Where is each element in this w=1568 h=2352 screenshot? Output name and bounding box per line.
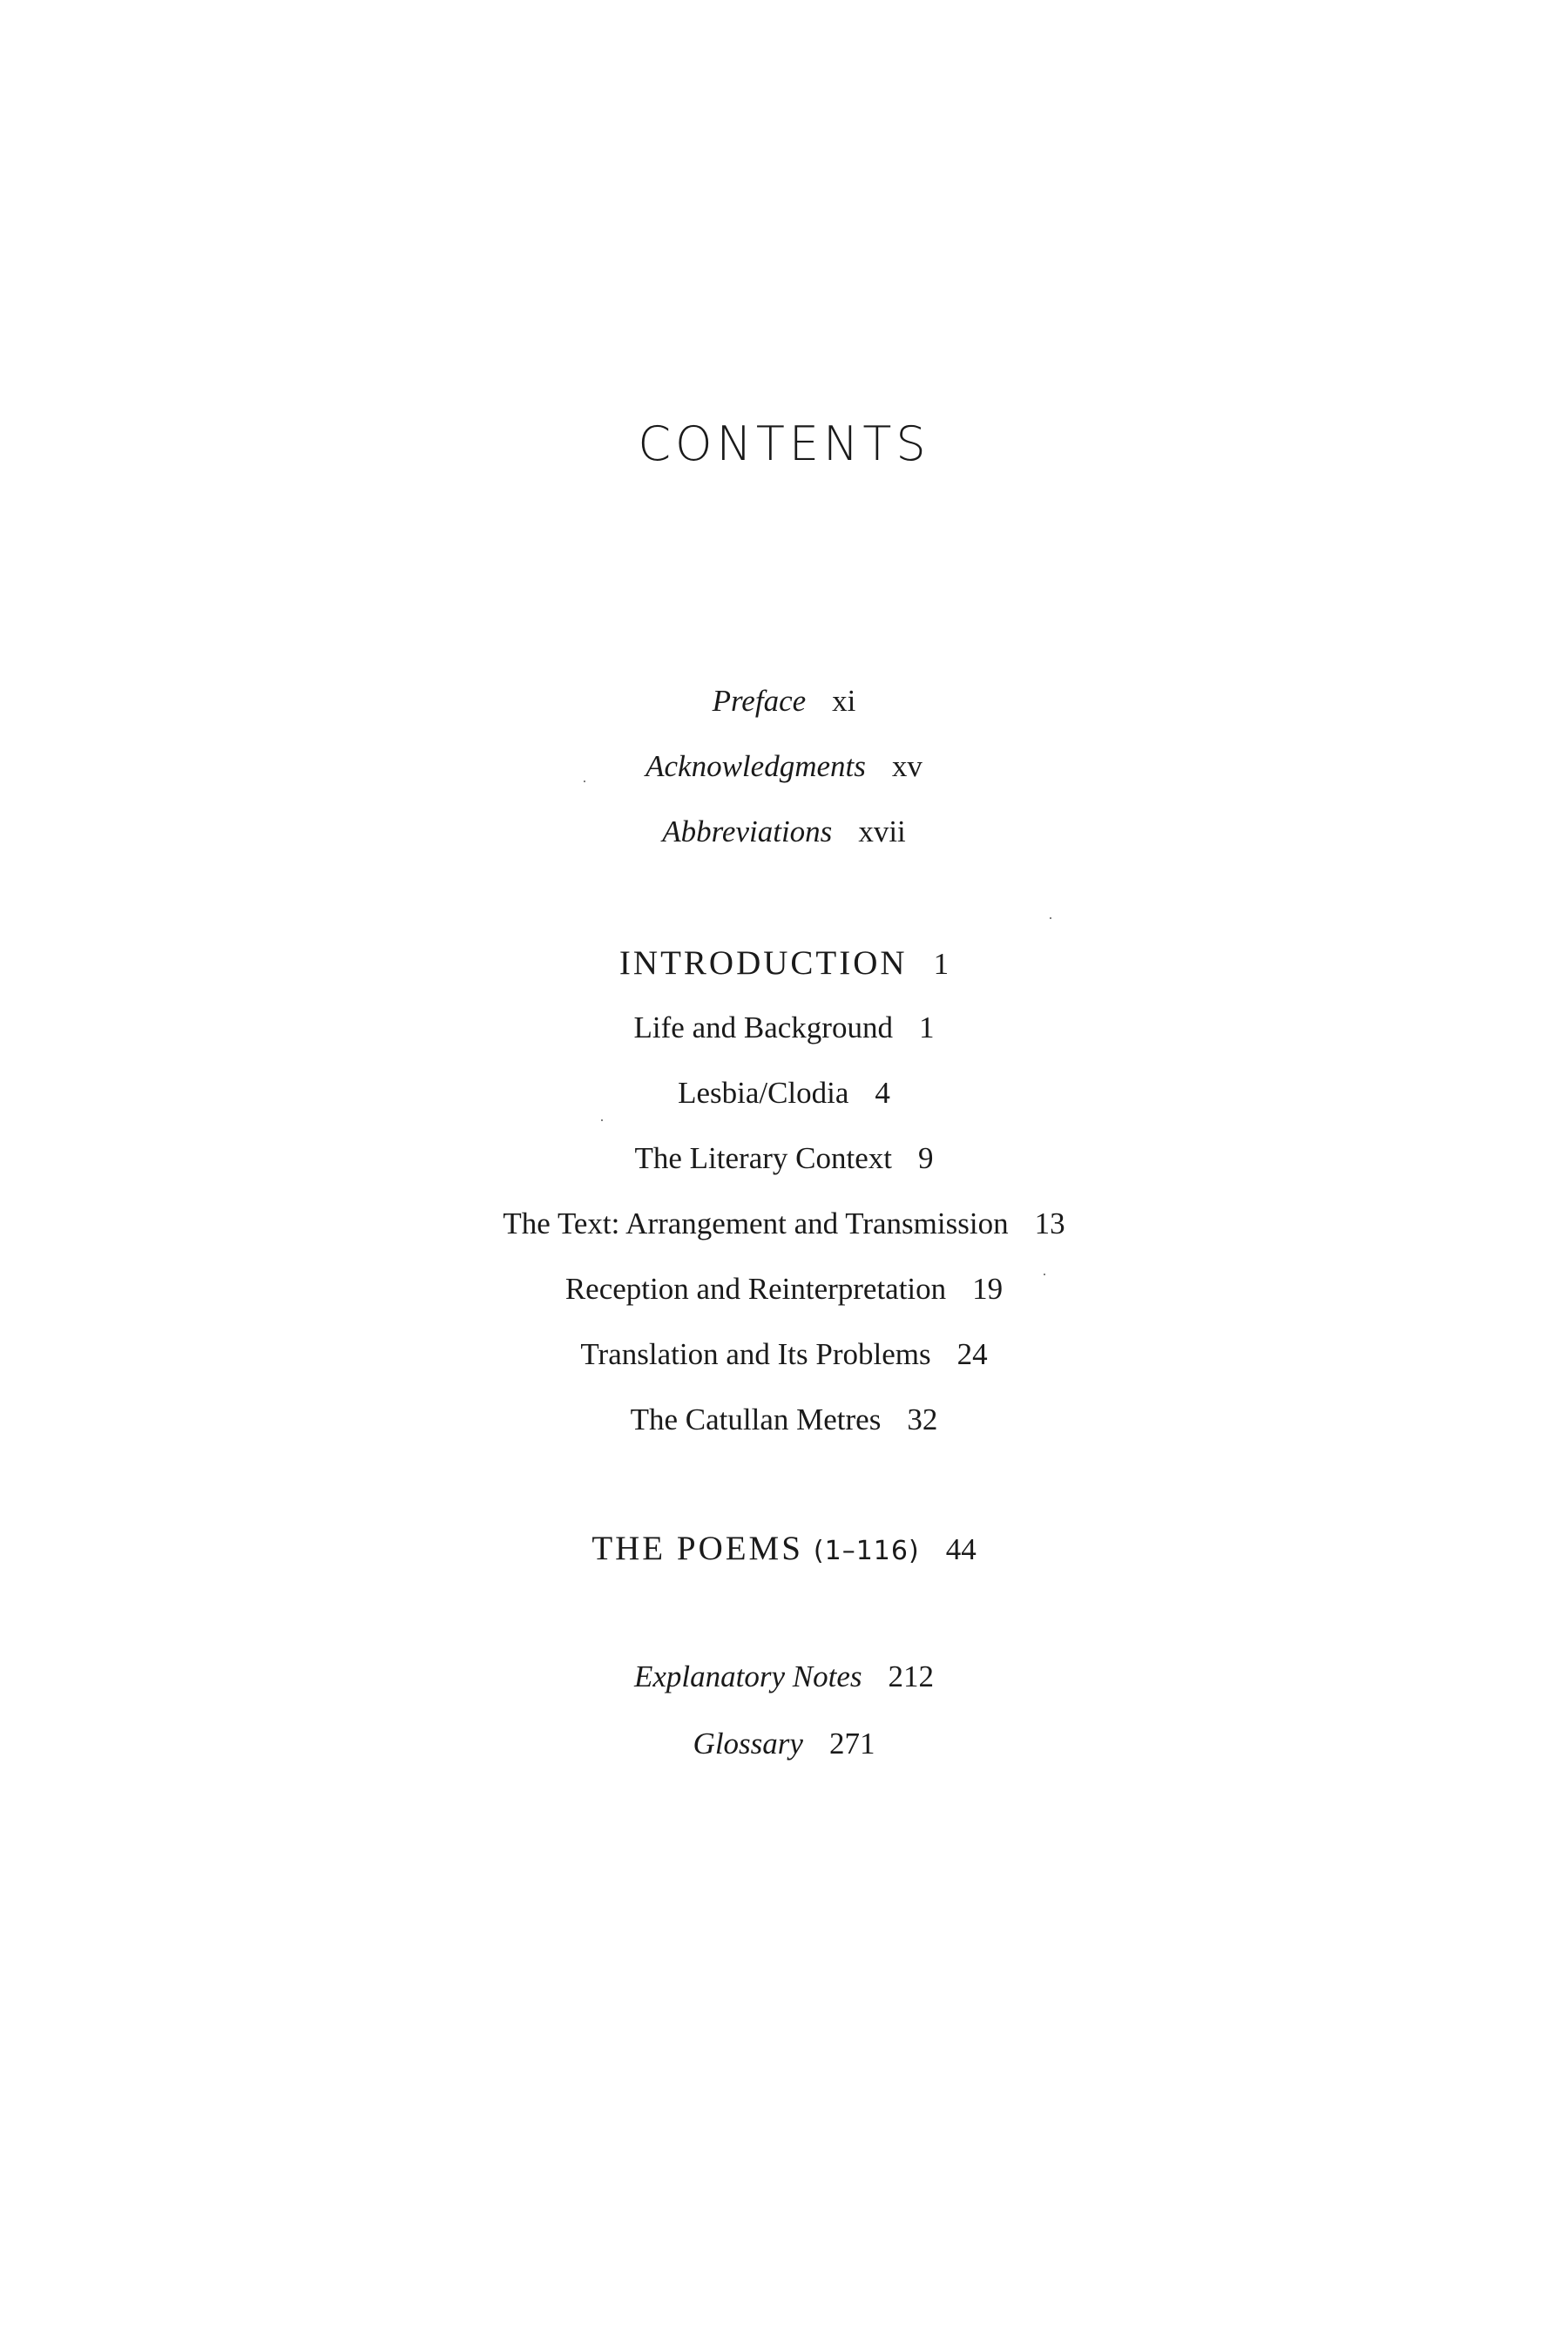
toc-entry-page: 24 (956, 1337, 988, 1371)
scan-speck (584, 781, 585, 782)
scan-speck (1050, 917, 1051, 919)
toc-entry-label: Preface (712, 684, 807, 718)
toc-entry-label: Explanatory Notes (634, 1659, 862, 1693)
toc-entry-explanatory-notes[interactable] (0, 1659, 1568, 1694)
toc-entry-label: The Text: Arrangement and Transmission (503, 1206, 1009, 1240)
toc-entry-label: Lesbia/Clodia (678, 1076, 849, 1110)
toc-entry-page: 1 (918, 1010, 935, 1044)
toc-entry-abbreviations[interactable] (0, 814, 1568, 849)
toc-entry-lesbia-clodia[interactable] (0, 1076, 1568, 1111)
toc-entry-page: 271 (828, 1727, 875, 1761)
toc-entry-label: Acknowledgments (645, 749, 866, 783)
toc-entry-life-and-background[interactable] (0, 1010, 1568, 1045)
toc-entry-poems[interactable] (0, 1529, 1568, 1568)
toc-entry-text-arrangement[interactable] (0, 1206, 1568, 1241)
toc-entry-label: Life and Background (633, 1010, 893, 1044)
page-title: CONTENTS (638, 416, 930, 471)
scan-speck (1044, 1274, 1045, 1275)
toc-entry-page: xv (891, 749, 923, 783)
toc-entry-page: 4 (875, 1076, 890, 1110)
toc-entry-page: 44 (945, 1532, 977, 1566)
toc-entry-page: 212 (888, 1659, 934, 1693)
toc-entry-label: Reception and Reinterpretation (564, 1272, 947, 1306)
toc-entry-label: Abbreviations (662, 814, 833, 848)
toc-entry-label: The Catullan Metres (630, 1402, 882, 1436)
toc-entry-introduction[interactable] (0, 943, 1568, 983)
toc-entry-range: (1–116) (813, 1536, 920, 1566)
toc-entry-label: Glossary (693, 1727, 803, 1761)
toc-entry-page: 13 (1034, 1206, 1065, 1240)
toc-entry-page: 1 (933, 947, 950, 981)
toc-entry-label: INTRODUCTION (618, 944, 908, 982)
toc-entry-reception[interactable] (0, 1272, 1568, 1307)
toc-entry-page: 9 (917, 1141, 934, 1175)
toc-entry-acknowledgments[interactable] (0, 749, 1568, 784)
toc-entry-translation[interactable] (0, 1337, 1568, 1372)
toc-entry-label: THE POEMS (591, 1530, 803, 1567)
toc-entry-page: xi (832, 684, 856, 718)
toc-entry-page: 19 (972, 1272, 1004, 1306)
toc-entry-label: Translation and Its Problems (580, 1337, 931, 1371)
toc-entry-page: 32 (907, 1402, 938, 1436)
toc-entry-literary-context[interactable] (0, 1141, 1568, 1176)
toc-entry-catullan-metres[interactable] (0, 1402, 1568, 1437)
toc-entry-label: The Literary Context (634, 1141, 892, 1175)
toc-entry-glossary[interactable] (0, 1727, 1568, 1761)
scan-speck (601, 1119, 603, 1121)
toc-entry-page: xvii (858, 814, 906, 848)
toc-entry-preface[interactable] (0, 684, 1568, 719)
